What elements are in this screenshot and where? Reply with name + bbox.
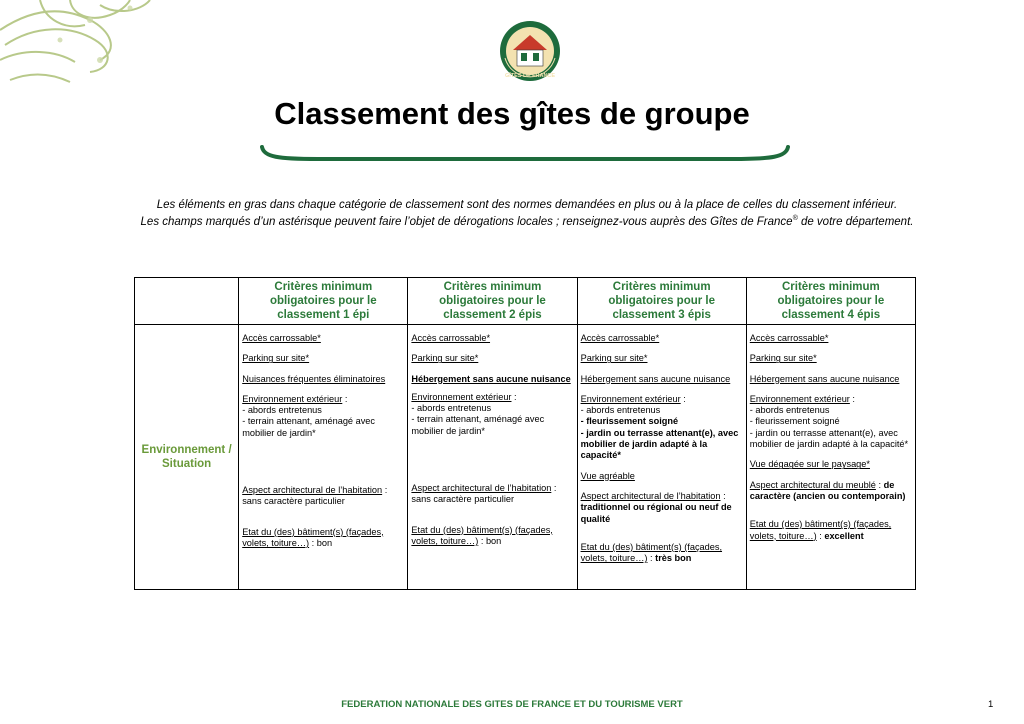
cell-1-epi (239, 325, 408, 590)
header-1-epi: Critères minimum obligatoires pour le classement 1 épi (239, 278, 408, 325)
etat-label: Etat du (des) bâtiment(s) (façades, volets, toiture…) (411, 524, 553, 546)
env-colon: : (849, 393, 855, 404)
row-label-environnement: Environnement / Situation (135, 325, 239, 590)
env-line-3: - jardin ou terrasse attenant(e), avec mobilier de jardin adapté à la capacité* (580, 427, 739, 461)
env-colon: : (342, 393, 348, 404)
env-line-2: - terrain attenant, aménagé avec mobilier de jardin* (242, 416, 375, 438)
criterion-acces: Accès carrossable* (242, 333, 321, 343)
env-label: Environnement extérieur (242, 393, 343, 404)
etat-label: Etat du (des) bâtiment(s) (façades, volets, toiture…) (580, 541, 723, 564)
criterion-nuisances: Nuisances fréquentes éliminatoires (242, 373, 386, 384)
env-line-1: - abords entretenus (411, 403, 492, 414)
archi-colon: : (875, 479, 884, 490)
criterion-nuisances: Hébergement sans aucune nuisance (749, 373, 900, 384)
intro-text (60, 198, 994, 229)
env-line-2: - terrain attenant, aménagé avec mobilier de jardin* (411, 414, 545, 436)
title-underline-swoosh (258, 143, 792, 165)
etat-colon: : (647, 553, 656, 564)
intro-line-2-text: Les champs marqués d’un astérisque peuvent faire l’objet de dérogations locales ; renseignez-vous auprès des Gîtes de France (140, 215, 793, 228)
env-line-2: - fleurissement soigné (580, 416, 679, 427)
archi-value: de caractère (ancien ou contemporain) (749, 479, 906, 501)
criterion-etat (242, 527, 404, 550)
cell-2-epis (408, 325, 577, 590)
table-corner-cell (135, 278, 239, 325)
intro-line-2-end: de votre département. (797, 215, 914, 228)
criterion-parking: Parking sur site* (242, 353, 310, 364)
etat-colon: : (816, 530, 825, 541)
criterion-acces: Accès carrossable* (580, 333, 660, 343)
page-title: Classement des gîtes de groupe (274, 96, 750, 131)
criterion-environnement (581, 394, 743, 462)
criterion-parking: Parking sur site* (749, 353, 817, 364)
archi-colon: : (720, 490, 726, 501)
intro-line-1: Les éléments en gras dans chaque catégorie de classement sont des normes demandées en plus ou à la place de celles du classement inférieur. (156, 199, 898, 211)
criterion-parking: Parking sur site* (580, 353, 648, 364)
criterion-nuisances: Hébergement sans aucune nuisance (580, 373, 731, 384)
criterion-architecture (750, 480, 912, 503)
archi-label: Aspect architectural de l’habitation (580, 490, 721, 501)
archi-value: : sans caractère particulier (411, 483, 557, 505)
criterion-environnement (411, 392, 573, 437)
criterion-vue: Vue dégagée sur le paysage* (749, 459, 870, 470)
criterion-architecture (242, 485, 404, 508)
criterion-nuisances: Hébergement sans aucune nuisance (411, 373, 571, 384)
intro-line-2 (60, 212, 994, 229)
env-colon: : (680, 393, 686, 404)
env-label: Environnement extérieur (749, 393, 850, 404)
etat-label: Etat du (des) bâtiment(s) (façades, volets, toiture…) (749, 519, 892, 541)
header-4-epis: Critères minimum obligatoires pour le classement 4 épis (746, 278, 915, 325)
etat-value: excellent (824, 530, 864, 541)
header-3-epis: Critères minimum obligatoires pour le classement 3 épis (577, 278, 746, 325)
criterion-architecture (411, 483, 573, 506)
archi-value: traditionnel ou régional ou neuf de qualité (580, 502, 732, 524)
decorative-ornament (0, 0, 160, 85)
table-header-row (135, 278, 916, 325)
etat-value: très bon (655, 553, 692, 564)
env-label: Environnement extérieur (580, 393, 681, 404)
archi-label: Aspect architectural de l’habitation (411, 483, 552, 494)
criterion-vue: Vue agréable (580, 470, 635, 481)
archi-value: : sans caractère particulier (242, 485, 388, 507)
criterion-etat (411, 525, 573, 548)
svg-text:GÎTES DE FRANCE: GÎTES DE FRANCE (504, 73, 556, 79)
criterion-etat (750, 519, 912, 542)
table-row (135, 325, 916, 590)
header-2-epis: Critères minimum obligatoires pour le classement 2 épis (408, 278, 577, 325)
archi-label: Aspect architectural de l’habitation (242, 485, 383, 496)
page-number: 1 (988, 699, 994, 710)
env-line-1: - abords entretenus (242, 405, 322, 416)
etat-value: : bon (478, 535, 502, 546)
etat-value: : bon (309, 537, 333, 548)
env-line-1: - abords entretenus (580, 405, 661, 416)
env-colon: : (511, 391, 517, 402)
gites-de-france-logo (497, 20, 563, 82)
criterion-etat (581, 542, 743, 565)
criterion-environnement (242, 394, 404, 439)
criterion-architecture (581, 491, 743, 525)
criterion-acces: Accès carrossable* (749, 333, 829, 343)
env-line-2: - fleurissement soigné (749, 416, 840, 427)
env-line-3: - jardin ou terrasse attenant(e), avec mobilier de jardin adapté à la capacité* (749, 427, 909, 450)
archi-label: Aspect architectural du meublé (749, 479, 876, 490)
classification-table (134, 277, 916, 590)
criterion-parking: Parking sur site* (411, 353, 479, 364)
env-label: Environnement extérieur (411, 391, 512, 402)
etat-label: Etat du (des) bâtiment(s) (façades, volets, toiture…) (242, 526, 384, 548)
footer-federation: FEDERATION NATIONALE DES GITES DE FRANCE ET DU TOURISME VERT (341, 699, 683, 710)
cell-3-epis (577, 325, 746, 590)
criterion-acces: Accès carrossable* (411, 333, 491, 343)
env-line-1: - abords entretenus (749, 405, 830, 416)
criterion-environnement (750, 394, 912, 450)
registered-mark: ® (792, 215, 798, 222)
cell-4-epis (746, 325, 915, 590)
